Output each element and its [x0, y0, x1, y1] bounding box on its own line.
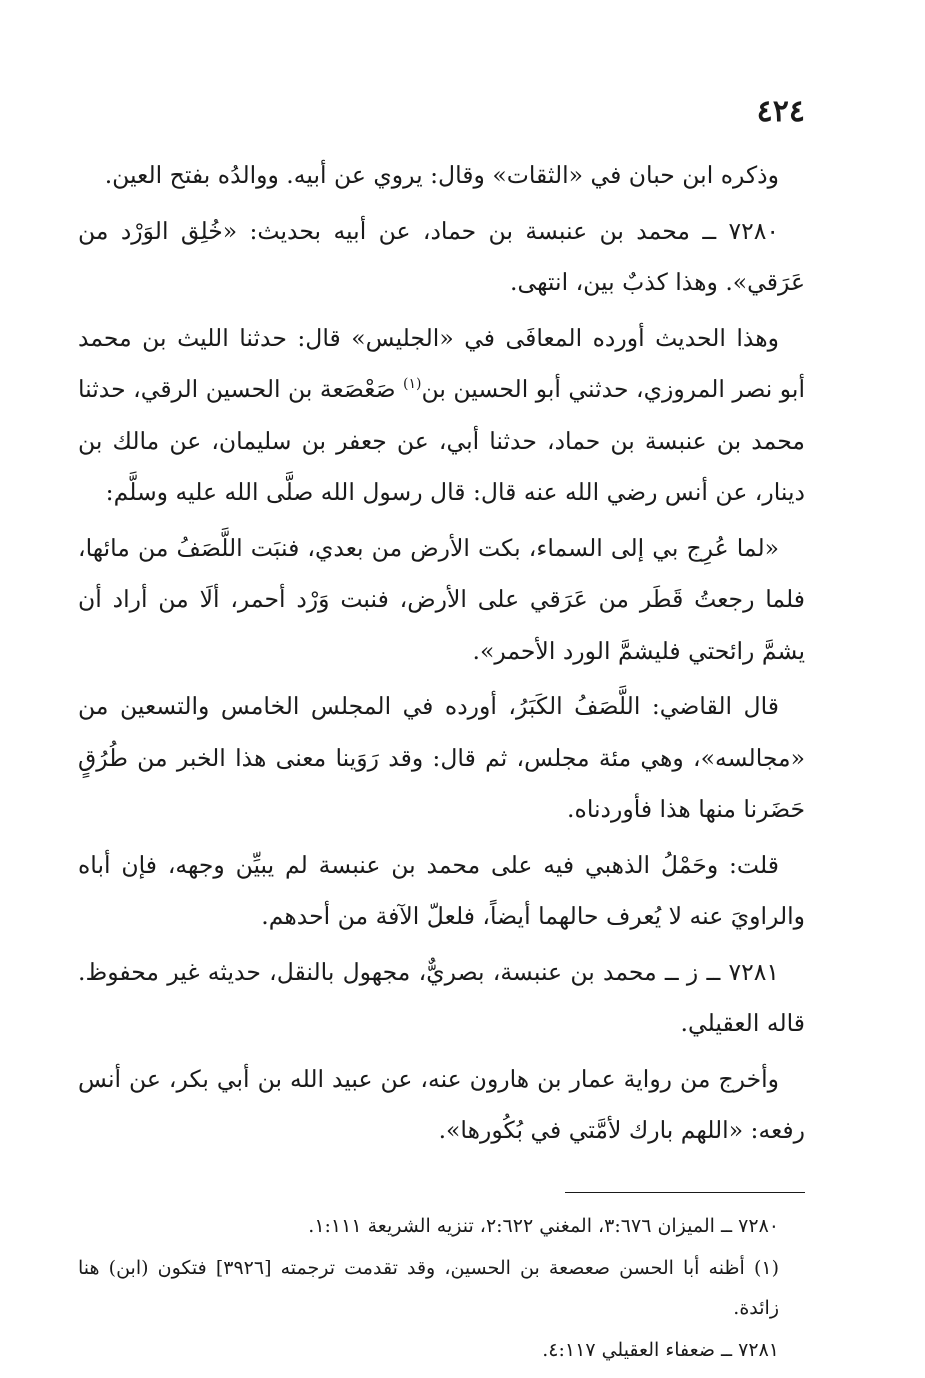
footnote-source-7280: ٧٢٨٠ ــ الميزان ٣:٦٧٦، المغني ٢:٦٢٢، تنزيه الشريعة ١:١١١. — [308, 1215, 779, 1237]
paragraph: قلت: وحَمْلُ الذهبي فيه على محمد بن عنبسة لم يبيِّن وجهه، فإن أباه والراويَ عنه لا يُعرف حالهما أيضاً، فلعلّ الآفة من أحدهم. — [78, 850, 805, 930]
main-text — [78, 150, 805, 1161]
paragraph-isnad-part2: صَعْصَعة بن الحسين الرقي، حدثنا محمد بن عنبسة بن حماد، حدثنا أبي، عن جعفر بن سليمان، عن مالك بن دينار، عن أنس رضي الله عنه قال: قال رسول الله صلَّى الله عليه وسلَّم: — [78, 375, 805, 506]
hadith-quote: «لما عُرِج بي إلى السماء، بكت الأرض من بعدي، فنبَت اللَّصَفُ من مائها، فلما رجعتُ قَطَر من عَرَقي على الأرض، فنبت وَرْد أحمر، ألَا من أراد أن يشمَّ رائحتي فليشمَّ الورد الأحمر». — [78, 533, 805, 665]
footnote-source-7281: ٧٢٨١ ــ ضعفاء العقيلي ٤:١١٧. — [542, 1339, 779, 1361]
paragraph: وأخرج من رواية عمار بن هارون عنه، عن عبيد الله بن أبي بكر، عن أنس رفعه: «اللهم بارك لأمَّتي في بُكُورها». — [78, 1064, 805, 1144]
paragraph: وذكره ابن حبان في «الثقات» وقال: يروي عن أبيه. ووالدُه بفتح العين. — [104, 161, 779, 189]
entry-7280: ٧٢٨٠ ــ محمد بن عنبسة بن حماد، عن أبيه بحديث: «خُلِق الوَرْد من عَرَقي». وهذا كذبٌ بين، انتهى. — [78, 216, 805, 296]
footnote-marker: (١) — [403, 376, 422, 393]
footnote-divider — [565, 1192, 805, 1193]
footnotes — [78, 1206, 805, 1372]
footnote-1: (١) أظنه أبا الحسن صعصعة بن الحسين، وقد تقدمت ترجمته [٣٩٢٦] فتكون (ابن) هنا زائدة. — [78, 1257, 779, 1319]
paragraph-isnad — [78, 313, 805, 519]
document-page — [78, 92, 805, 1361]
paragraph: قال القاضي: اللَّصَفُ الكَبَرُ، أورده في المجلس الخامس والتسعين من «مجالسه»، وهي مئة مجلس، ثم قال: وقد رَوَينا معنى هذا الخبر من طُرُقٍ حَضَرنا منها هذا فأوردناه. — [78, 692, 805, 823]
entry-7281: ٧٢٨١ ــ ز ــ محمد بن عنبسة، بصريٌّ، مجهول بالنقل، حديثه غير محفوظ. قاله العقيلي. — [78, 957, 805, 1037]
page-number: ٤٢٤ — [756, 94, 805, 129]
paragraph-isnad-part1: وهذا الحديث أورده المعافَى في «الجليس» قال: حدثنا الليث بن محمد أبو نصر المروزي، حدثني أبو الحسين بن — [78, 323, 805, 403]
